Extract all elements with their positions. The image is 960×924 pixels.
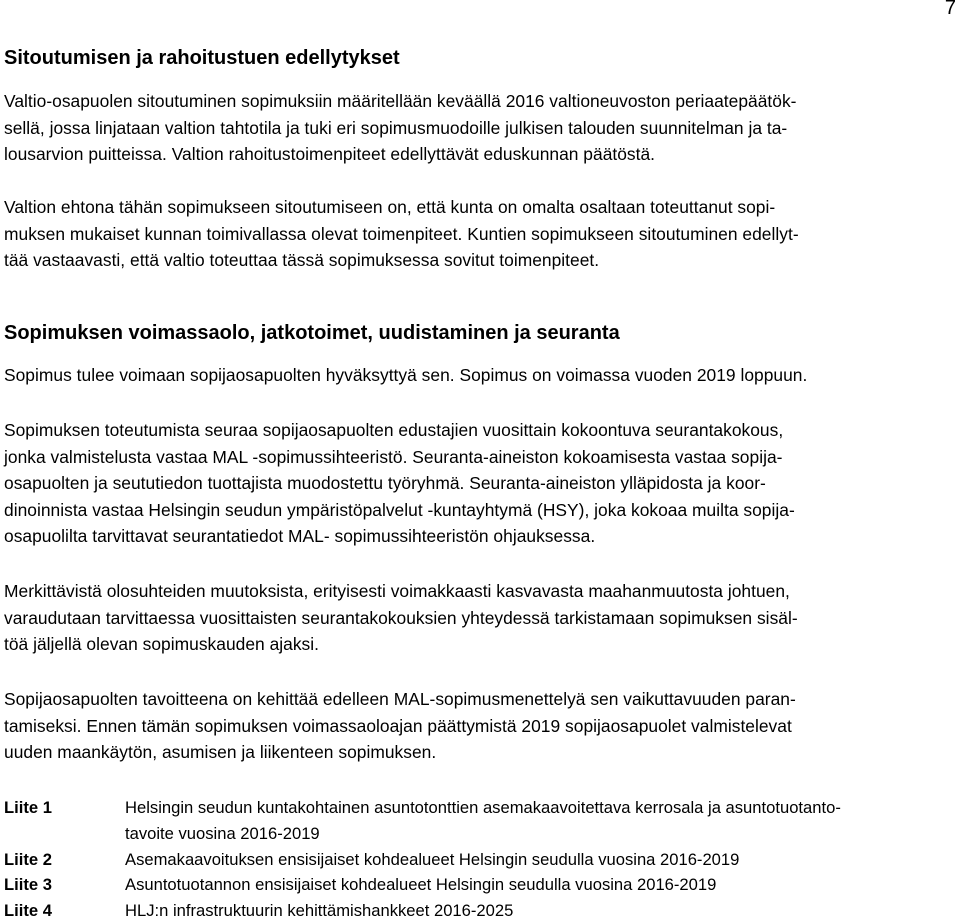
paragraph-line: tää vastaavasti, että valtio toteuttaa tässä sopimuksessa sovitut toimenpiteet. <box>4 250 600 271</box>
paragraph-line: Sopimus tulee voimaan sopijaosapuolten hyväksyttyä sen. Sopimus on voimassa vuoden 2019 loppuun. <box>4 365 808 385</box>
paragraph-line: osapuolten ja seututiedon tuottajista muodostettu työryhmä. Seuranta-aineiston ylläpidosta ja koor- <box>4 473 766 494</box>
paragraph-line: muksen mukaiset kunnan toimivallassa olevat toimenpiteet. Kuntien sopimukseen sitoutuminen edellyt- <box>4 223 799 244</box>
attachment-label: Liite 2 <box>4 849 52 869</box>
attachment-label: Liite 1 <box>4 798 52 817</box>
section-heading: Sopimuksen voimassaolo, jatkotoimet, uudistaminen ja seuranta <box>4 322 620 344</box>
paragraph-line: Valtion ehtona tähän sopimukseen sitoutumiseen on, että kunta on omalta osaltaan toteuttanut sopi- <box>4 197 776 217</box>
page-number: 7 <box>944 0 956 19</box>
paragraph-line: jonka valmistelusta vastaa MAL -sopimussihteeristö. Seuranta-aineiston kokoamisesta vastaa sopija- <box>4 446 783 467</box>
paragraph-line: dinoinnista vastaa Helsingin seudun ympäristöpalvelut -kuntayhtymä (HSY), joka kokoaa muilta sopija- <box>4 499 795 520</box>
paragraph-line: töä jäljellä olevan sopimuskauden ajaksi. <box>4 634 320 655</box>
paragraph-line: varaudutaan tarvittaessa vuosittaisten seurantakokouksien yhteydessä tarkistamaan sopimuksen sisäl- <box>4 607 798 628</box>
attachment-label: Liite 4 <box>4 901 52 921</box>
attachments-list <box>4 795 956 924</box>
paragraph-line: tamiseksi. Ennen tämän sopimuksen voimassaoloajan päättymistä 2019 sopijaosapuolet valmistelevat <box>4 715 792 736</box>
paragraph-monitoring <box>4 417 956 550</box>
section-heading-commitment <box>4 45 956 71</box>
attachment-item <box>4 872 956 898</box>
attachment-line: tavoite vuosina 2016-2019 <box>125 823 320 843</box>
paragraph-validity <box>4 362 956 389</box>
paragraph-line: Sopimuksen toteutumista seuraa sopijaosapuolten edustajien vuosittain kokoontuva seurantakokous, <box>4 420 784 440</box>
attachment-line: HLJ:n infrastruktuurin kehittämishankkeet 2016-2025 <box>125 901 514 921</box>
section-heading-validity <box>4 320 956 346</box>
paragraph-line: sellä, jossa linjataan valtion tahtotila ja tuki eri sopimusmuodoille julkisen talouden suunnitelman ja ta- <box>4 117 788 138</box>
paragraph-state-condition <box>4 194 956 274</box>
attachment-description <box>125 795 956 847</box>
paragraph-line: Merkittävistä olosuhteiden muutoksista, erityisesti voimakkaasti kasvavasta maahanmuutosta johtuen, <box>4 581 790 601</box>
paragraph-changes <box>4 578 956 658</box>
paragraph-line: Sopijaosapuolten tavoitteena on kehittää edelleen MAL-sopimusmenettelyä sen vaikuttavuuden paran- <box>4 689 796 709</box>
attachment-item <box>4 847 956 873</box>
attachment-line: Asemakaavoituksen ensisijaiset kohdealueet Helsingin seudulla vuosina 2016-2019 <box>125 849 740 869</box>
attachment-description <box>125 847 956 873</box>
paragraph-state-commitment <box>4 88 956 168</box>
attachment-label: Liite 3 <box>4 875 52 895</box>
attachment-item <box>4 898 956 924</box>
paragraph-line: uuden maankäytön, asumisen ja liikenteen sopimuksen. <box>4 742 437 763</box>
attachment-item <box>4 795 956 847</box>
attachment-description <box>125 898 956 924</box>
paragraph-development <box>4 686 956 766</box>
attachment-description <box>125 872 956 898</box>
attachment-line: Helsingin seudun kuntakohtainen asuntotonttien asemakaavoitettava kerrosala ja asuntotuotanto- <box>125 798 841 817</box>
paragraph-line: Valtio-osapuolen sitoutuminen sopimuksiin määritellään keväällä 2016 valtioneuvoston periaatepäätök- <box>4 91 797 111</box>
paragraph-line: osapuolilta tarvittavat seurantatiedot MAL- sopimussihteeristön ohjauksessa. <box>4 526 596 547</box>
paragraph-line: lousarvion puitteissa. Valtion rahoitustoimenpiteet edellyttävät eduskunnan päätöstä. <box>4 144 656 165</box>
attachment-line: Asuntotuotannon ensisijaiset kohdealueet Helsingin seudulla vuosina 2016-2019 <box>125 875 717 895</box>
section-heading: Sitoutumisen ja rahoitustuen edellytykset <box>4 47 400 69</box>
